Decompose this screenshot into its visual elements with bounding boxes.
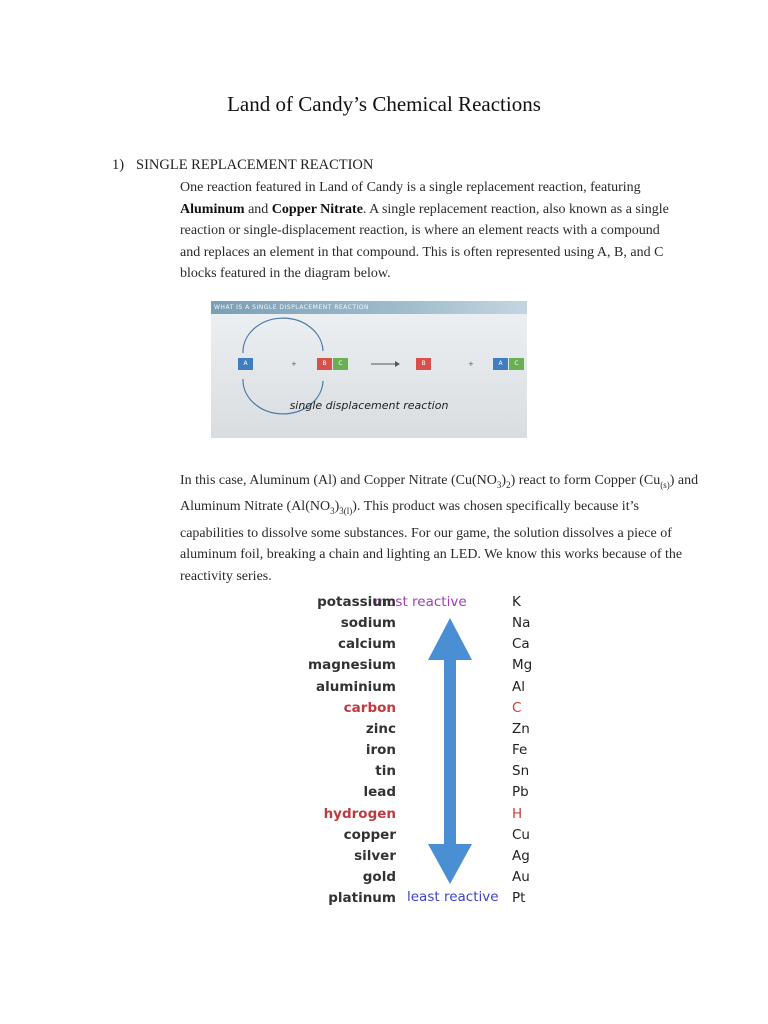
plus-sign: + xyxy=(468,360,474,368)
element-symbol: Au xyxy=(512,868,530,885)
metal-name: zinc xyxy=(365,720,396,737)
diagram-caption: single displacement reaction xyxy=(289,399,449,412)
subscript: 3(l) xyxy=(339,506,353,517)
element-symbol: Na xyxy=(512,615,531,632)
metal-name: sodium xyxy=(340,615,396,632)
para2-text: ) and Aluminum Nitrate (Al(NO xyxy=(180,473,699,515)
metal-name: lead xyxy=(363,784,396,801)
para2-text: ) xyxy=(501,473,507,488)
block-b-product: B xyxy=(416,358,431,370)
element-symbol: Mg xyxy=(512,657,533,674)
element-symbol: K xyxy=(512,594,521,610)
para2-text: ) xyxy=(334,499,340,515)
copper-nitrate-bold: Copper Nitrate xyxy=(271,201,363,217)
metal-name: copper xyxy=(343,826,396,843)
element-symbol: Cu xyxy=(512,826,530,843)
page-title: Land of Candy’s Chemical Reactions xyxy=(227,92,541,116)
metal-name: iron xyxy=(365,742,396,759)
element-symbol: Ag xyxy=(512,847,530,864)
para2-text: In this case, Aluminum (Al) and Copper Nitrate (Cu(NO xyxy=(180,473,497,488)
block-a-product: A xyxy=(493,358,508,370)
most-reactive-label: most reactive xyxy=(374,594,467,610)
element-symbol: Al xyxy=(512,678,525,695)
para1-text: and xyxy=(244,201,272,217)
aluminum-bold: Aluminum xyxy=(180,201,245,217)
element-symbol: C xyxy=(512,699,522,716)
metal-name: magnesium xyxy=(308,657,396,674)
metal-name: aluminium xyxy=(316,678,396,695)
block-b: B xyxy=(317,358,332,370)
metal-name: tin xyxy=(375,763,396,780)
double-arrow-icon xyxy=(425,618,475,886)
element-symbol: H xyxy=(512,805,523,822)
para2-text: ). This product was chosen specifically because it’s capabilities to dissolve some substances. For our game, the solution dissolves a piece of aluminum foil, breaking a chain and lighting an LED. We know this works because of the reactivity series. xyxy=(180,499,683,584)
element-symbol: Pb xyxy=(512,784,529,801)
block-c-product: C xyxy=(509,358,524,370)
element-symbol: Ca xyxy=(512,636,530,653)
subscript: 3 xyxy=(496,479,502,490)
para2-text: ) react to form Copper (Cu xyxy=(510,473,661,488)
metal-name: silver xyxy=(354,847,396,864)
element-symbol: Sn xyxy=(512,763,530,780)
subscript: 2 xyxy=(506,479,511,490)
section-heading-text: SINGLE REPLACEMENT REACTION xyxy=(136,157,374,173)
metal-name: potassium xyxy=(317,594,396,610)
plus-sign: + xyxy=(291,360,297,368)
subscript: 3 xyxy=(330,506,335,517)
element-symbol: Fe xyxy=(512,742,528,759)
para1-text: One reaction featured in Land of Candy is a single replacement reaction, featuring xyxy=(180,180,641,195)
block-a: A xyxy=(238,358,253,370)
metal-name: carbon xyxy=(343,699,396,716)
metal-name: gold xyxy=(362,868,396,885)
subscript: (s) xyxy=(660,479,670,490)
element-symbol: Zn xyxy=(512,720,530,737)
element-symbol: Pt xyxy=(512,890,526,907)
block-c: C xyxy=(333,358,348,370)
metal-name: hydrogen xyxy=(323,805,396,822)
section-number: 1) xyxy=(112,157,125,173)
para1-text: . A single replacement reaction, also known as a single reaction or single-displacement reaction, is where an element reacts with a compound and replaces an element in that compound. This is often represented using A, B, and C blocks featured in the diagram below. xyxy=(180,201,669,282)
diagram-banner: WHAT IS A SINGLE DISPLACEMENT REACTION xyxy=(211,301,527,314)
metal-name: platinum xyxy=(328,890,396,907)
metal-name: calcium xyxy=(337,636,396,653)
least-reactive-label: least reactive xyxy=(407,889,499,905)
